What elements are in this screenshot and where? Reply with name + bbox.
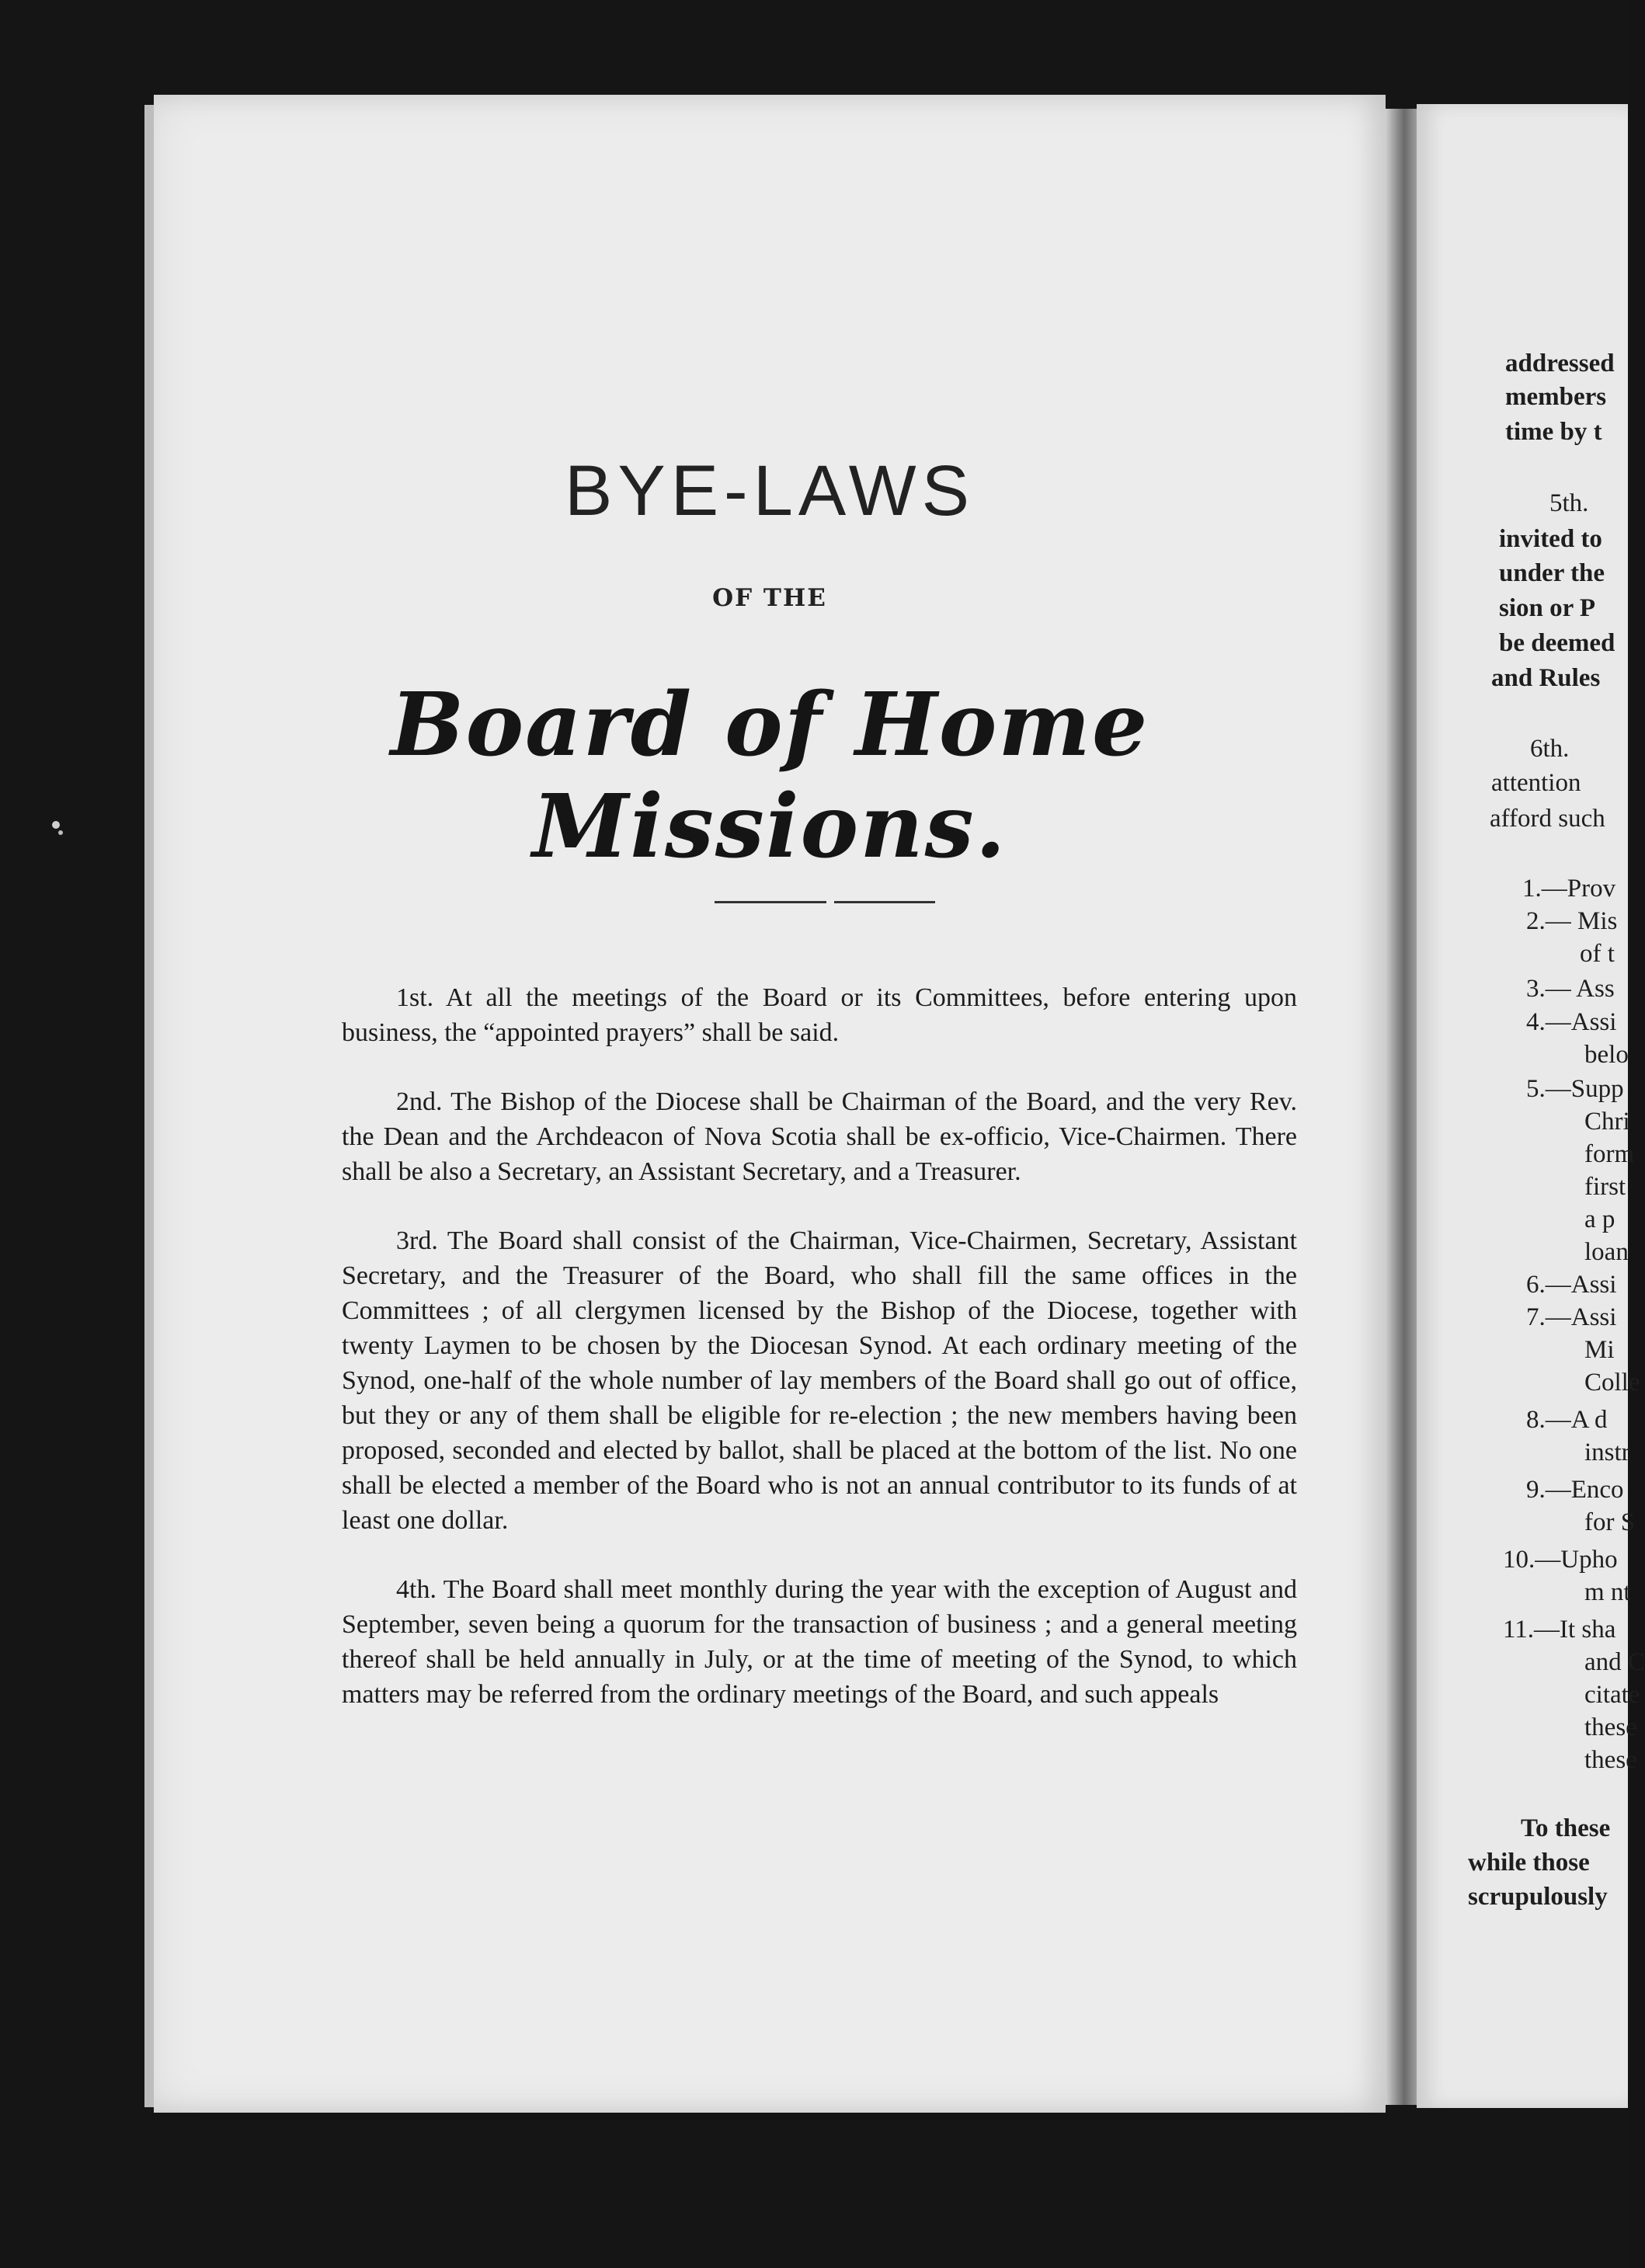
right-fragment: and C [1584, 1648, 1645, 1676]
right-fragment: under the [1499, 559, 1605, 587]
title-rule-right [834, 901, 935, 903]
right-fragment: these [1584, 1746, 1637, 1774]
right-fragment: 5.—Supp [1526, 1075, 1624, 1103]
book-gutter [1386, 109, 1417, 2105]
right-fragment: 10.—Upho [1503, 1546, 1618, 1574]
bye-law-paragraph-3: 3rd. The Board shall consist of the Chairman, Vice-Chairmen, Secretary, Assistant Secretary, and the Treasurer of the Board, who shall fill the same offices in the Committees ; of all clergymen licensed by the Bishop of the Diocese, together with twenty Laymen to be chosen by the Diocesan Synod. At each ordinary meeting of the Synod, one-half of the whole number of lay members of the Board shall go out of office, but they or any of them shall be eligible for re-election ; the new members having been proposed, seconded and elected by ballot, shall be placed at the bottom of the list. No one shall be elected a member of the Board who is not an annual contributor to its funds of at least one dollar. [342, 1226, 1297, 1535]
right-fragment: while those [1468, 1849, 1590, 1877]
bye-law-paragraph-4: 4th. The Board shall meet monthly during the year with the exception of August and September, seven being a quorum for the transaction of business ; and a general meeting thereof shall be held annually in July, or at the time of meeting of the Synod, to which matters may be referred from the ordinary meetings of the Board, and such appeals [342, 1575, 1297, 1709]
right-fragment: 11.—It sha [1503, 1616, 1616, 1644]
right-fragment: first [1584, 1173, 1626, 1201]
right-fragment: 4.—Assi [1526, 1008, 1617, 1036]
right-fragment: form [1584, 1140, 1635, 1168]
title-connector: OF THE [712, 584, 827, 612]
right-fragment: scrupulously [1468, 1883, 1608, 1911]
right-fragment: afford such [1490, 805, 1605, 833]
right-fragment: m nt [1584, 1578, 1631, 1606]
right-fragment: 9.—Enco [1526, 1476, 1624, 1504]
right-fragment: Mi [1584, 1336, 1615, 1364]
bye-laws-body [342, 980, 1297, 1746]
right-fragment: 5th. [1549, 489, 1589, 517]
page-subtitle: Board of Home Missions. [390, 674, 1149, 878]
bye-law-paragraph-2: 2nd. The Bishop of the Diocese shall be Chairman of the Board, and the very Rev. the Dean and the Archdeacon of Nova Scotia shall be ex-officio, Vice-Chairmen. There shall be also a Secretary, an Assistant Secretary, and a Treasurer. [342, 1087, 1297, 1186]
page-title: BYE-LAWS [564, 451, 976, 530]
right-fragment: 7.—Assi [1526, 1303, 1617, 1331]
right-fragment: addressed [1505, 350, 1615, 377]
right-fragment: these [1584, 1713, 1637, 1741]
title-rule-left [715, 901, 826, 903]
right-fragment: To these [1521, 1814, 1611, 1842]
right-fragment: Colle [1584, 1369, 1640, 1397]
right-fragment: a p [1584, 1205, 1615, 1233]
right-fragment: invited to [1499, 525, 1602, 553]
right-fragment: sion or P [1499, 594, 1596, 622]
right-fragment: be deemed [1499, 629, 1615, 657]
right-fragment: 6.—Assi [1526, 1271, 1617, 1299]
right-fragment: for S [1584, 1508, 1636, 1536]
right-fragment: 3.— Ass [1526, 975, 1615, 1003]
right-fragment: citate [1584, 1681, 1640, 1709]
right-fragment: loan [1584, 1238, 1629, 1266]
right-fragment: of t [1580, 940, 1615, 968]
right-fragment: instr [1584, 1438, 1630, 1466]
bye-law-paragraph-1: 1st. At all the meetings of the Board or its Committees, before entering upon business, the “appointed prayers” shall be said. [342, 983, 1297, 1047]
right-fragment: belo [1584, 1041, 1629, 1069]
right-fragment: 2.— Mis [1526, 907, 1618, 935]
right-fragment: 8.—A d [1526, 1406, 1608, 1434]
right-fragment: Chri [1584, 1108, 1630, 1136]
right-fragment: members [1505, 383, 1607, 411]
right-fragment: 1.—Prov [1522, 875, 1616, 903]
right-fragment: 6th. [1530, 735, 1570, 763]
right-fragment: time by t [1505, 418, 1602, 446]
right-fragment: attention [1491, 769, 1581, 797]
right-fragment: and Rules [1491, 664, 1601, 692]
